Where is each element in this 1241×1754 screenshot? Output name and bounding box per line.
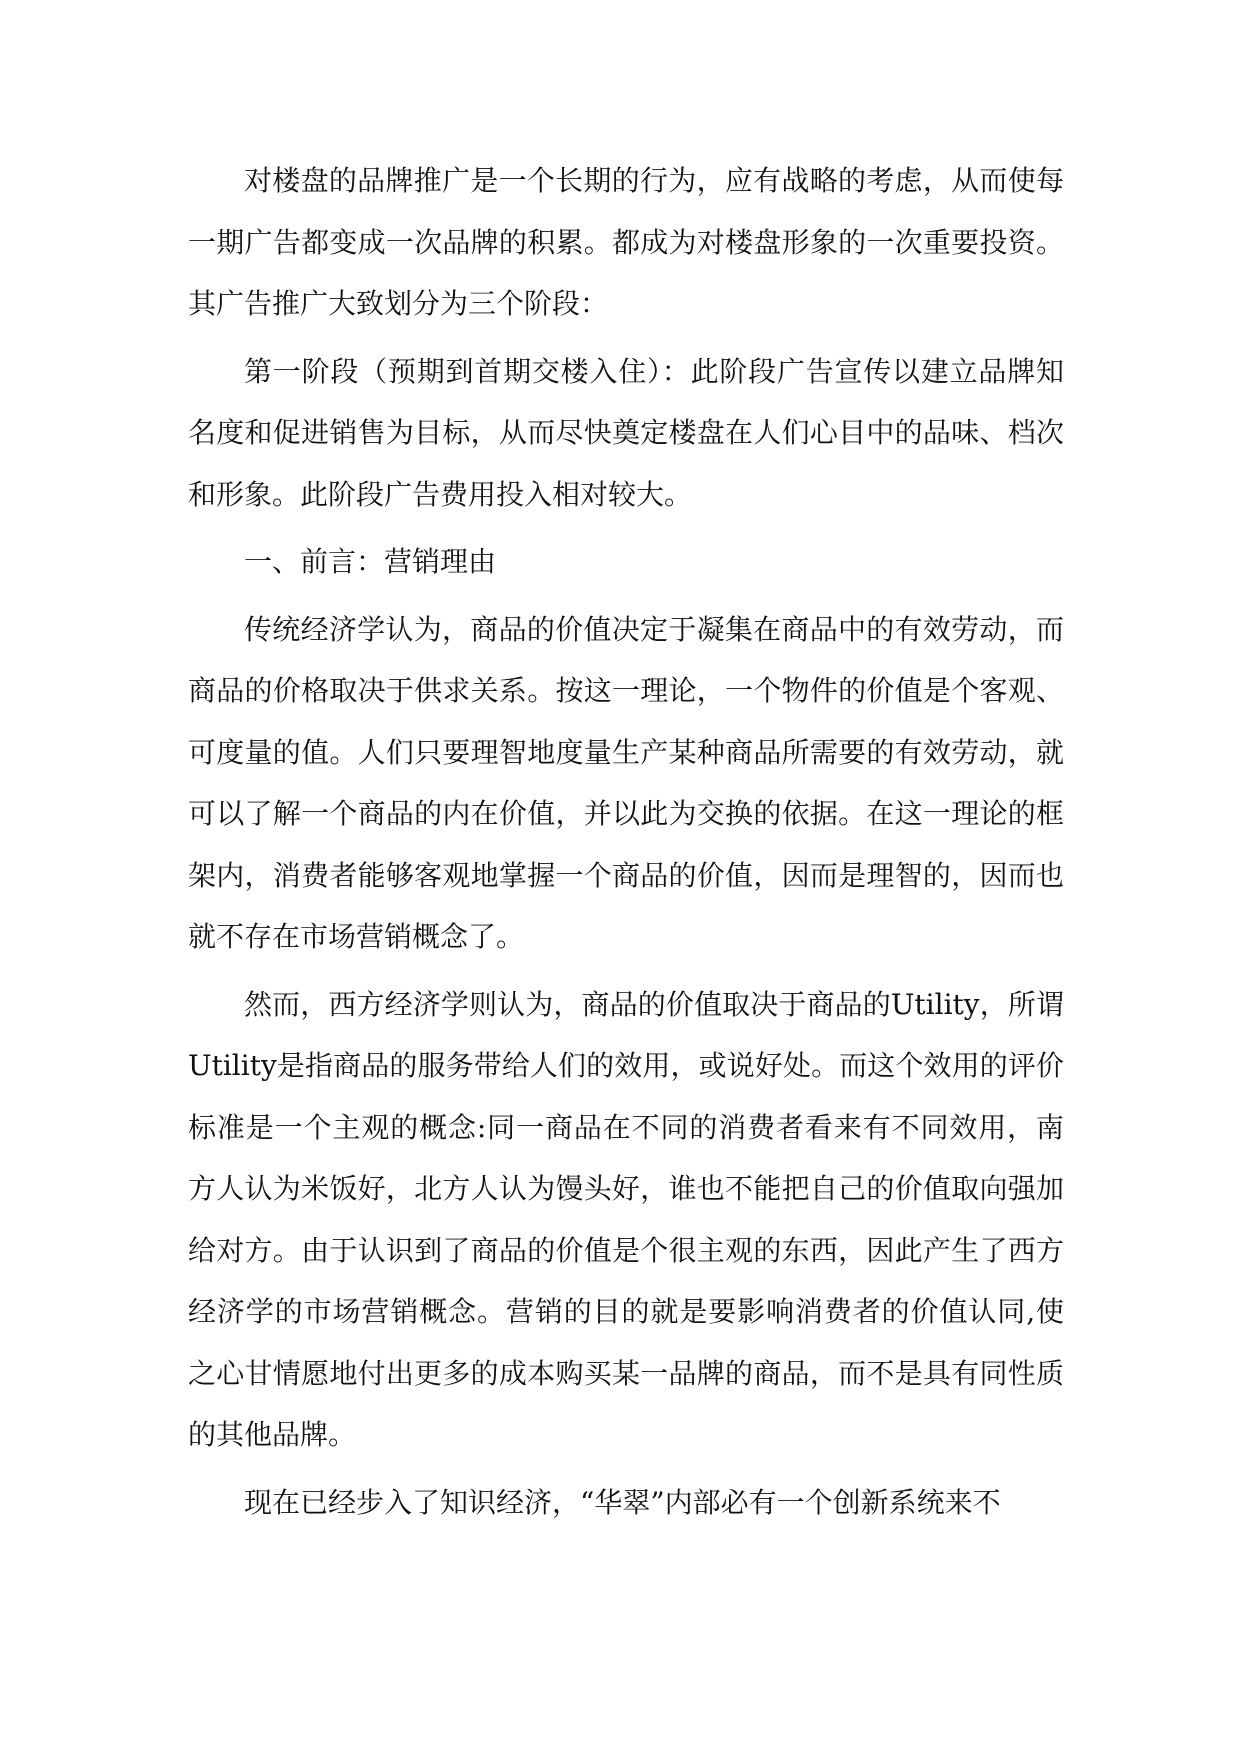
paragraph-traditional-economics: 传统经济学认为，商品的价值决定于凝集在商品中的有效劳动，而商品的价格取决于供求关系。按这一理论，一个物件的价值是个客观、可度量的值。人们只要理智地度量生产某种商品所需要的有效劳动，就可以了解一个商品的内在价值，并以此为交换的依据。在这一理论的框架内，消费者能够客观地掌握一个商品的价值，因而是理智的，因而也就不存在市场营销概念了。 [188,612,1064,953]
section-heading-preface: 一、前言：营销理由 [244,545,497,578]
paragraph-phase-one: 第一阶段（预期到首期交楼入住）：此阶段广告宣传以建立品牌知名度和促进销售为目标，从而尽快奠定楼盘在人们心目中的品味、档次和形象。此阶段广告费用投入相对较大。 [188,354,1064,511]
paragraph-brand-promotion: 对楼盘的品牌推广是一个长期的行为，应有战略的考虑，从而使每一期广告都变成一次品牌的积累。都成为对楼盘形象的一次重要投资。其广告推广大致划分为三个阶段： [188,164,1064,320]
paragraph-knowledge-economy: 现在已经步入了知识经济，“华翠”内部必有一个创新系统来不 [244,1485,1001,1519]
document-body [188,150,1064,1539]
paragraph-western-economics: 然而，西方经济学则认为，商品的价值取决于商品的Utility，所谓Utility是指商品的服务带给人们的效用，或说好处。而这个效用的评价标准是一个主观的概念:同一商品在不同的消费者看来有不同效用，南方人认为米饭好，北方人认为馒头好，谁也不能把自己的价值取向强加给对方。由于认识到了商品的价值是个很主观的东西，因此产生了西方经济学的市场营销概念。营销的目的就是要影响消费者的价值认同,使之心甘情愿地付出更多的成本购买某一品牌的商品，而不是具有同性质的其他品牌。 [188,987,1064,1451]
